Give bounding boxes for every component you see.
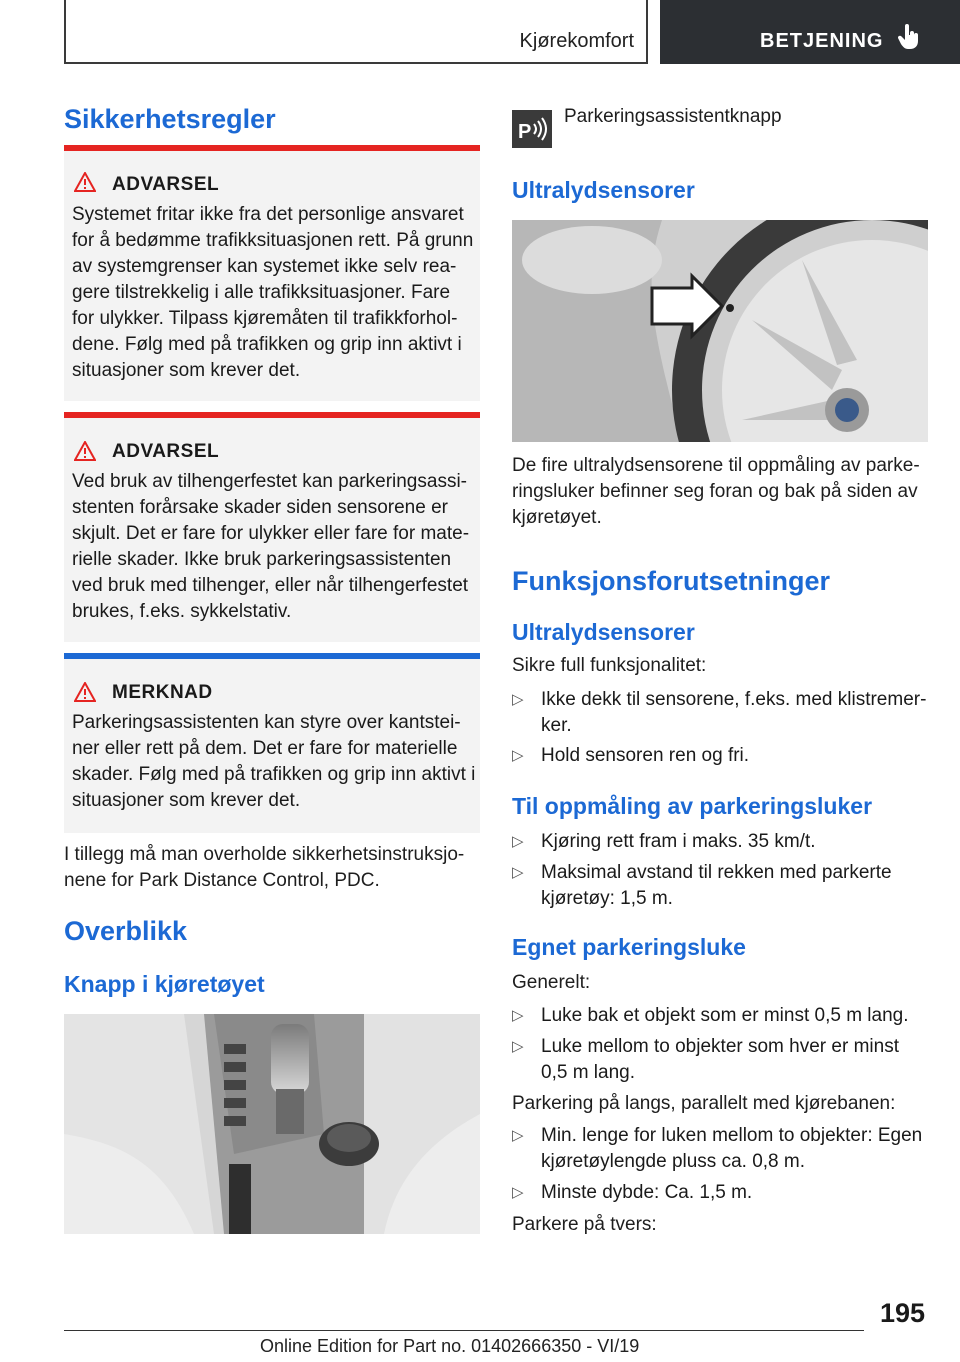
footer-divider [64, 1330, 864, 1331]
header-chapter-label: BETJENING [760, 30, 884, 52]
subsection-title-ultrasonic-2: Ultralydsensorer [512, 619, 695, 645]
triangle-bullet-icon: ▷ [512, 1007, 524, 1024]
notice-bar [64, 653, 480, 659]
header-section-label: Kjørekomfort [519, 30, 634, 52]
parking-assistant-button-icon [512, 110, 552, 148]
triangle-bullet-icon: ▷ [512, 747, 524, 764]
subsection-title-ultrasonic: Ultralydsensorer [512, 177, 695, 203]
section-title-overview: Overblikk [64, 916, 188, 946]
svg-text:P: P [518, 121, 532, 143]
triangle-bullet-icon: ▷ [512, 1038, 524, 1055]
triangle-bullet-icon: ▷ [512, 864, 524, 881]
warning-bar [64, 145, 480, 151]
triangle-bullet-icon: ▷ [512, 1127, 524, 1144]
subsection-title-measuring: Til oppmåling av parkeringsluker [512, 793, 873, 819]
functionality-intro: Sikre full funksjonalitet: [512, 655, 707, 676]
warning-triangle-icon [74, 682, 96, 702]
warning-text: Ved bruk av tilhengerfestet kan parkeringsassi- stenten forårsake skader siden sensorene er skjult. Det er fare for ulykker eller fare for mate- rielle skader. Ikke bruk parkeringsassistenten ved bruk med tilhenger, eller når tilhengerfestet brukes, f.eks. sykkelstativ. [72, 471, 470, 622]
warning-triangle-icon [74, 172, 96, 192]
triangle-bullet-icon: ▷ [512, 691, 524, 708]
triangle-bullet-icon: ▷ [512, 1184, 524, 1201]
warning-title: ADVARSEL [112, 441, 220, 462]
button-caption: Parkeringsassistentknapp [564, 106, 782, 127]
car-interior-image [64, 1014, 480, 1234]
footer-edition: Online Edition for Part no. 01402666350 - VI/19 [260, 1336, 640, 1356]
pdc-paragraph: I tillegg må man overholde sikkerhetsinstruksjo- nene for Park Distance Control, PDC. [64, 844, 465, 891]
warning-triangle-icon [74, 441, 96, 461]
section-title-requirements: Funksjonsforutsetninger [512, 566, 831, 596]
notice-title: MERKNAD [112, 682, 213, 703]
notice-box [64, 653, 480, 833]
warning-title: ADVARSEL [112, 174, 220, 195]
warning-bar [64, 412, 480, 418]
warning-box-2 [64, 412, 480, 642]
subsection-title-suitable-space: Egnet parkeringsluke [512, 934, 746, 960]
warning-text: Systemet fritar ikke fra det personlige ansvaret for å bedømme trafikksituasjonen rett. På grunn av systemgrenser kan systemet ikke selv rea- gere tilstrekkelig i alle trafikksituasjoner. Fare for ulykker. Tilpass kjøremåten til trafikkforhol- dene. Følg med på trafikken og grip inn aktivt i situasjoner som krever det. [72, 204, 474, 381]
general-label: Generelt: [512, 972, 591, 993]
header-section-tab [64, 0, 648, 64]
warning-box-1 [64, 145, 480, 401]
section-title-safety: Sikkerhetsregler [64, 104, 276, 134]
notice-text: Parkeringsassistenten kan styre over kantstei- ner eller rett på dem. Det er fare for materielle skader. Følg med på trafikken og grip inn aktivt i situasjoner som krever det. [72, 712, 476, 811]
header-chapter-tab [660, 0, 960, 64]
sensor-paragraph: De fire ultralydsensorene til oppmåling av parke- ringsluker befinner seg foran og bak på siden av kjøretøyet. [512, 455, 920, 528]
parallel-parking-label: Parkering på langs, parallelt med kjørebanen: [512, 1093, 896, 1114]
hand-pointer-icon [898, 24, 920, 50]
ultrasonic-sensor-image [512, 220, 928, 442]
subsection-title-button: Knapp i kjøretøyet [64, 971, 265, 997]
page-number: 195 [880, 1298, 926, 1328]
triangle-bullet-icon: ▷ [512, 833, 524, 850]
perpendicular-parking-label: Parkere på tvers: [512, 1214, 657, 1235]
